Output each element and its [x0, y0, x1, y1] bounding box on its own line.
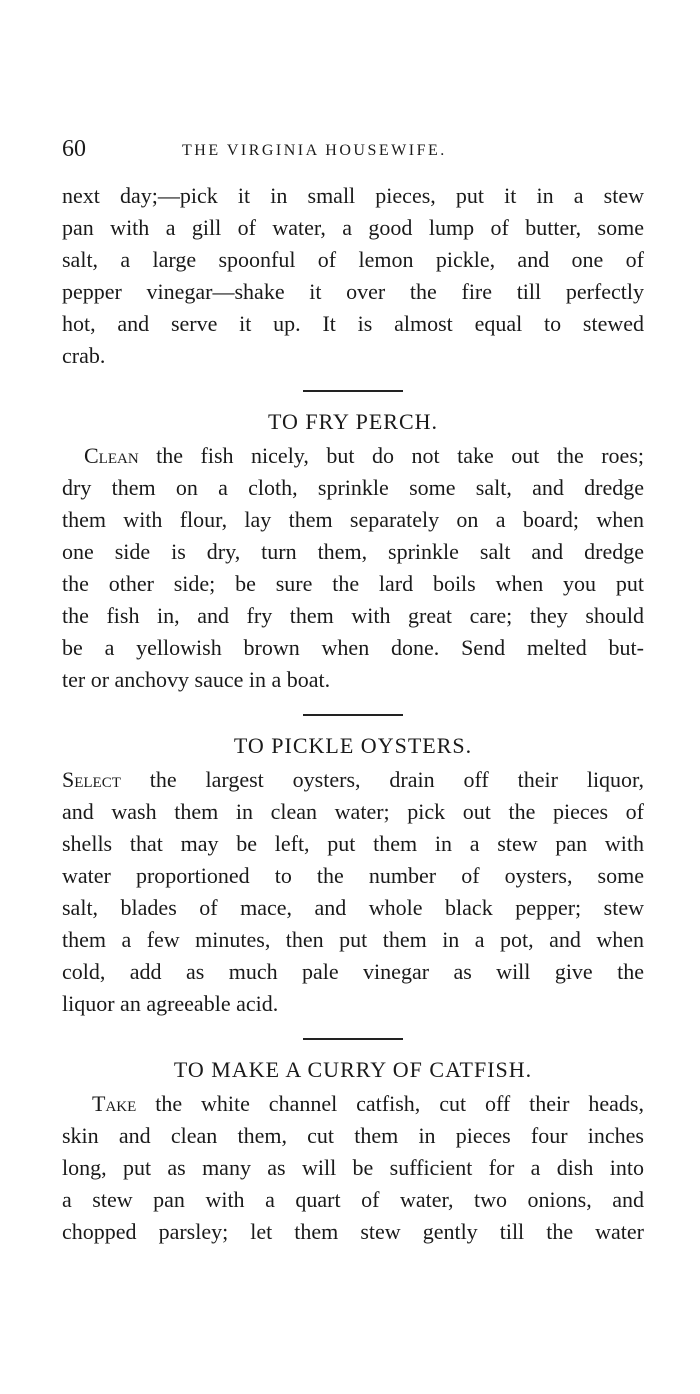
text-line: them a few minutes, then put them in a pot, and when: [62, 927, 644, 952]
running-title: THE VIRGINIA HOUSEWIFE.: [182, 142, 447, 159]
recipe-fry-perch: [62, 406, 644, 696]
text-line: and wash them in clean water; pick out the pieces of: [62, 799, 644, 824]
text-line: salt, a large spoonful of lemon pickle, and one of: [62, 247, 644, 272]
section-divider: [303, 1038, 403, 1040]
text-line: ter or anchovy sauce in a boat.: [62, 667, 331, 692]
recipe-title: TO MAKE A CURRY OF CATFISH.: [173, 1057, 533, 1082]
text-line: salt, blades of mace, and whole black pepper; stew: [62, 895, 644, 920]
text-line: [62, 764, 644, 796]
text-line: the fish in, and fry them with great care; they should: [62, 603, 644, 628]
text-line: pan with a gill of water, a good lump of butter, some: [62, 215, 644, 240]
recipe-text: [62, 1088, 644, 1248]
text-line: [62, 1088, 644, 1120]
text-line: [62, 440, 644, 472]
text-line: hot, and serve it up. It is almost equal to stewed: [62, 311, 644, 336]
text-line: crab.: [62, 343, 106, 368]
text-fragment: the white channel catfish, cut off their heads,: [136, 1091, 644, 1116]
page-body: [62, 180, 644, 1248]
text-line: cold, add as much pale vinegar as will give the: [62, 959, 644, 984]
lead-word: Select: [62, 767, 121, 792]
text-line: one side is dry, turn them, sprinkle salt and dredge: [62, 539, 644, 564]
section-divider: [303, 714, 403, 716]
recipe-title: TO PICKLE OYSTERS.: [233, 733, 473, 758]
text-line: skin and clean them, cut them in pieces four inches: [62, 1123, 644, 1148]
text-line: the other side; be sure the lard boils when you put: [62, 571, 644, 596]
text-line: long, put as many as will be sufficient for a dish into: [62, 1155, 644, 1180]
lead-word: Clean: [84, 443, 139, 468]
text-fragment: the fish nicely, but do not take out the roes;: [138, 443, 644, 468]
recipe-pickle-oysters: [62, 730, 644, 1020]
recipe-title: TO FRY PERCH.: [267, 409, 439, 434]
text-line: be a yellowish brown when done. Send melted but-: [62, 635, 644, 660]
text-line: water proportioned to the number of oysters, some: [62, 863, 644, 888]
text-line: next day;—pick it in small pieces, put it in a stew: [62, 183, 644, 208]
text-line: dry them on a cloth, sprinkle some salt, and dredge: [62, 475, 644, 500]
text-fragment: the largest oysters, drain off their liquor,: [120, 767, 644, 792]
recipe-text: [62, 440, 644, 696]
text-line: them with flour, lay them separately on a board; when: [62, 507, 644, 532]
continuation-paragraph: [62, 180, 644, 372]
recipe-curry-catfish: [62, 1054, 644, 1248]
recipe-text: [62, 764, 644, 1020]
text-line: chopped parsley; let them stew gently till the water: [62, 1219, 644, 1244]
text-line: shells that may be left, put them in a stew pan with: [62, 831, 644, 856]
text-line: pepper vinegar—shake it over the fire till perfectly: [62, 279, 644, 304]
section-divider: [303, 390, 403, 392]
page-number: 60: [62, 136, 86, 162]
text-line: a stew pan with a quart of water, two onions, and: [62, 1187, 644, 1212]
text-line: liquor an agreeable acid.: [62, 991, 279, 1016]
lead-word: Take: [92, 1091, 137, 1116]
